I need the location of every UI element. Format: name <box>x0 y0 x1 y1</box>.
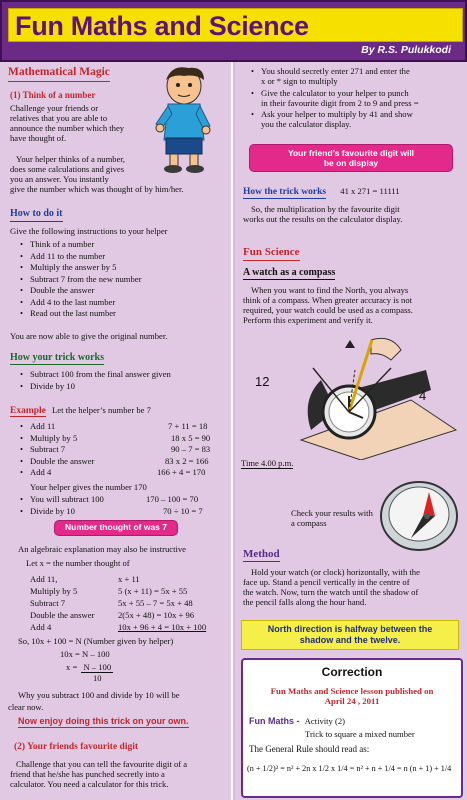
north-direction-box: North direction is halfway between the shadow and the twelve. <box>241 620 459 650</box>
byline: By R.S. Pulukkodi <box>361 44 451 56</box>
list-item: • Subtract 7 from the new number <box>18 274 141 284</box>
example-heading: Example <box>10 406 46 416</box>
howto-steps-list <box>18 239 141 320</box>
example-line <box>10 405 151 417</box>
list-item: • Double the answer 83 x 2 = 166 <box>18 456 228 466</box>
list-item: • Subtract 100 from the final answer given <box>18 369 171 379</box>
correction-title: Correction <box>321 665 383 679</box>
magic-heading: Mathematical Magic <box>8 66 110 82</box>
how-trick-works-line <box>243 186 400 198</box>
trick-bullets <box>249 66 463 131</box>
why-text-1: Why you subtract 100 and divide by 10 will be <box>18 690 180 700</box>
example-list <box>18 421 228 479</box>
method-text: Hold your watch (or clock) horizontally, with the face up. Stand a pencil vertically in the centre of the watch. Now, turn the watch until the shadow of the pencil falls along the hour hand. <box>243 567 420 608</box>
list-item: • Read out the last number <box>18 308 141 318</box>
intro-paragraph-1: Challenge your friends or relatives that you are able to announce the number which they have thought of. <box>10 103 125 144</box>
list-item: • Add 11 to the number <box>18 251 141 261</box>
page-title: Fun Maths and Science <box>8 8 463 42</box>
so-multiplication-text: So, the multiplication by the favourite digit works out the results on the calculator display. <box>243 204 403 225</box>
list-item: • You will subtract 100 170 – 100 = 70 <box>18 494 228 504</box>
list-item: • Multiply the answer by 5 <box>18 262 141 272</box>
favourite-digit-text: Challenge that you can tell the favourite digit of a friend that he/she has punched secretly into a calculator. You need a calculator for this trick. <box>10 759 188 790</box>
list-item: • Ask your helper to multiply by 41 and show you the calculator display. <box>249 109 463 129</box>
algebra-row: Multiply by 5 5 (x + 11) = 5x + 55 <box>30 586 188 596</box>
enjoy-text: Now enjoy doing this trick on your own. <box>18 716 189 726</box>
algebra-intro: An algebraic explanation may also be instructive <box>18 544 186 554</box>
list-item: • Subtract 7 90 – 7 = 83 <box>18 444 228 454</box>
equation-1: 10x = N – 100 <box>60 649 110 659</box>
time-text: Time 4.00 p.m. <box>241 458 294 468</box>
check-results-text: Check your results with a compass <box>291 508 373 529</box>
howto-heading: How to do it <box>10 208 63 222</box>
equation-2: x = $\frac{N - 100}{10}$ <box>66 662 112 684</box>
let-x-text: Let x = the number thought of <box>26 558 130 568</box>
favourite-digit-pill: Your friend’s favourite digit will be on display <box>249 144 453 172</box>
compass-heading: A watch as a compass <box>243 267 336 278</box>
list-item: • Divide by 10 70 ÷ 10 = 7 <box>18 506 228 516</box>
list-item: • You should secretly enter 271 and enter the x or * sign to multiply <box>249 66 463 86</box>
science-heading: Fun Science <box>243 246 300 261</box>
algebra-row: Add 4 10x + 96 + 4 = 10x + 100 <box>30 622 207 632</box>
so-line: So, 10x + 100 = N (Number given by helper) <box>18 636 174 646</box>
why-text-2: clear now. <box>8 702 44 712</box>
banner <box>0 0 467 62</box>
right-column <box>235 62 467 800</box>
list-item: • Add 4 to the last number <box>18 297 141 307</box>
favourite-digit-heading: (2) Your friends favourite digit <box>14 742 139 752</box>
algebra-row: Add 11, x + 11 <box>30 574 140 584</box>
thought-of-pill: Number thought of was 7 <box>54 520 178 536</box>
compass-icon <box>377 474 461 554</box>
compass-text: When you want to find the North, you always think of a compass. When greater accuracy is not required, your watch could be used as a compass. Perform this experiment and verify it. <box>243 285 413 326</box>
list-item: • Double the answer <box>18 285 141 295</box>
left-column <box>0 62 233 800</box>
list-item: • Multiply by 5 18 x 5 = 90 <box>18 433 228 443</box>
list-item: • Think of a number <box>18 239 141 249</box>
example-intro: Let the helper’s number be 7 <box>52 405 151 415</box>
howto-intro: Give the following instructions to your helper <box>10 226 168 236</box>
intro-paragraph-2: Your helper thinks of a number, does some calculations and gives you an answer. You instantly give the number which was thought of by him/her. <box>10 154 184 195</box>
list-item: • Add 4 166 + 4 = 170 <box>18 467 228 477</box>
list-item: • Divide by 10 <box>18 381 171 391</box>
method-heading: Method <box>243 548 280 560</box>
correction-box <box>241 658 463 798</box>
how-trick-works-heading: How the trick works <box>243 187 327 197</box>
trick-steps-list <box>18 369 171 392</box>
helper-gives-text: Your helper gives the number 170 <box>30 482 147 492</box>
fun-maths-label: Fun Maths - <box>249 716 300 726</box>
trick-works-heading: How your trick works <box>10 352 104 363</box>
example-list-2 <box>18 494 228 517</box>
formula-line: (n + 1/2)² = n² + 2n x 1/2 x 1/4 = n² + n + 1/4 = n (n + 1) + 1/4 <box>247 764 452 773</box>
trick-line: Trick to square a mixed number <box>305 729 415 739</box>
rule-line: The General Rule should read as: <box>249 744 370 754</box>
published-line: Fun Maths and Science lesson published on April 24 , 2011 <box>270 686 434 707</box>
activity-line: Fun Maths - Activity (2) <box>249 716 345 726</box>
list-item: • Add 11 7 + 11 = 18 <box>18 421 228 431</box>
label-4: 4 <box>419 388 427 403</box>
algebra-row: Double the answer 2(5x + 48) = 10x + 96 <box>30 610 195 620</box>
think-heading: (1) Think of a number <box>10 90 96 100</box>
watch-illustration-icon <box>241 330 461 460</box>
how-trick-works-equation: 41 x 271 = 11111 <box>340 186 400 196</box>
list-item: • Give the calculator to your helper to punch in their favourite digit from 2 to 9 and press = <box>249 88 463 108</box>
now-able-text: You are now able to give the original number. <box>10 331 168 341</box>
algebra-row: Subtract 7 5x + 55 – 7 = 5x + 48 <box>30 598 193 608</box>
label-12: 12 <box>255 374 270 389</box>
